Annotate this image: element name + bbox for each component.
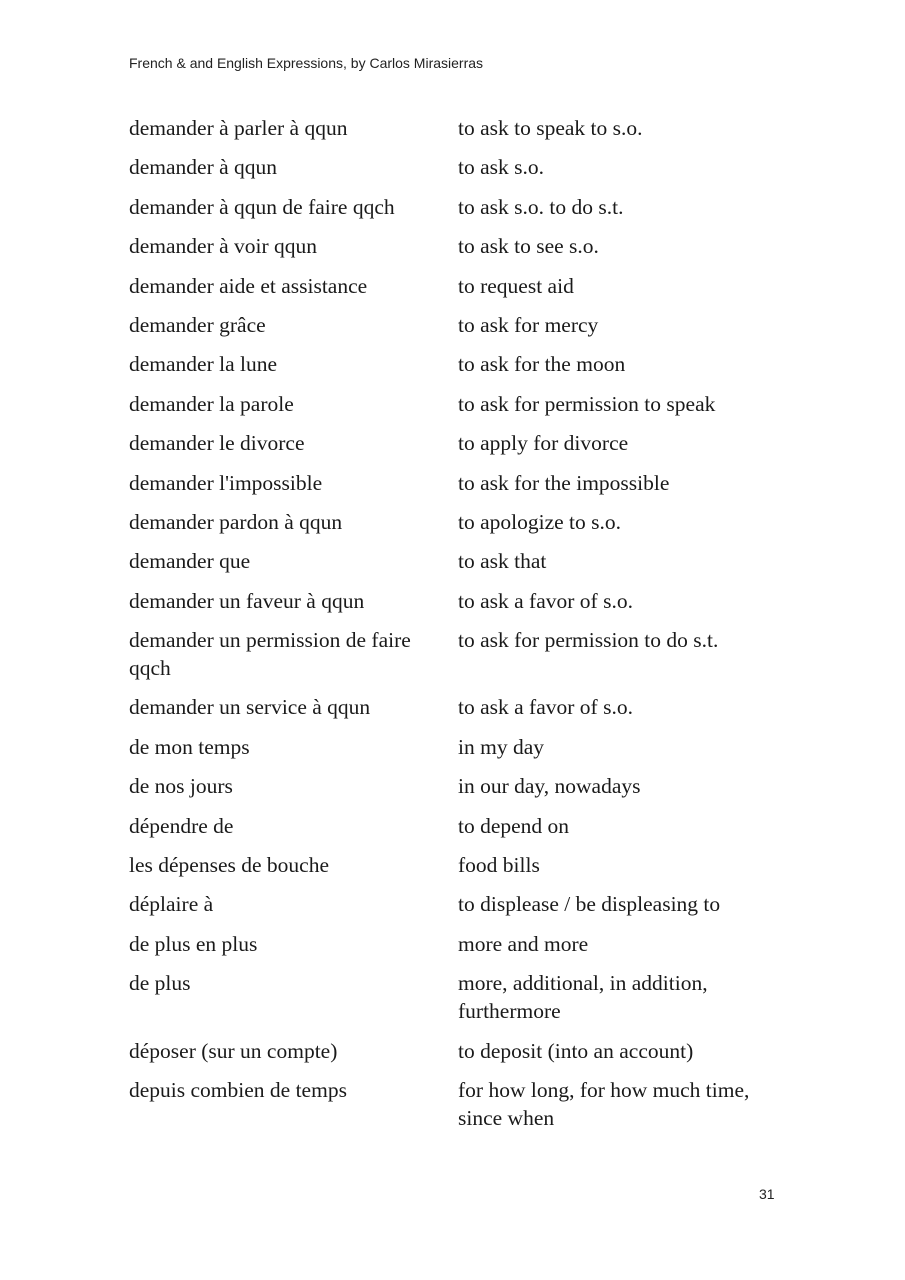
list-item bbox=[129, 390, 789, 418]
english-translation: to apologize to s.o. bbox=[458, 509, 622, 534]
list-item bbox=[129, 969, 789, 1025]
page-number: 31 bbox=[759, 1186, 775, 1202]
french-expression: demander la parole bbox=[129, 391, 294, 416]
english-translation: more and more bbox=[458, 931, 589, 956]
english-translation: to deposit (into an account) bbox=[458, 1038, 694, 1063]
english-translation: in my day bbox=[458, 734, 544, 759]
english-translation: to ask to see s.o. bbox=[458, 234, 599, 259]
list-item bbox=[129, 693, 789, 721]
list-item bbox=[129, 772, 789, 800]
french-expression: demander que bbox=[129, 549, 251, 574]
french-expression: demander un service à qqun bbox=[129, 695, 371, 720]
running-header: French & and English Expressions, by Carlos Mirasierras bbox=[129, 55, 484, 71]
list-item bbox=[129, 311, 789, 339]
list-item bbox=[129, 153, 789, 181]
list-item bbox=[129, 429, 789, 457]
english-translation: to ask for the moon bbox=[458, 352, 626, 377]
french-expression: demander à qqun bbox=[129, 155, 278, 180]
list-item bbox=[129, 930, 789, 958]
english-translation: to apply for divorce bbox=[458, 431, 629, 456]
expression-list bbox=[129, 114, 789, 1143]
list-item bbox=[129, 272, 789, 300]
list-item bbox=[129, 890, 789, 918]
french-expression: depuis combien de temps bbox=[129, 1077, 347, 1102]
english-translation: to ask a favor of s.o. bbox=[458, 588, 633, 613]
english-translation: to ask for mercy bbox=[458, 312, 599, 337]
english-translation: in our day, nowadays bbox=[458, 774, 641, 799]
list-item bbox=[129, 193, 789, 221]
french-expression: demander un permission de faire qqch bbox=[129, 628, 411, 681]
english-translation: to ask to speak to s.o. bbox=[458, 116, 643, 140]
list-item bbox=[129, 1076, 789, 1132]
english-translation: to ask for permission to do s.t. bbox=[458, 628, 719, 653]
english-translation: to ask that bbox=[458, 549, 547, 574]
french-expression: demander un faveur à qqun bbox=[129, 588, 365, 613]
french-expression: demander la lune bbox=[129, 352, 278, 377]
list-item bbox=[129, 350, 789, 378]
english-translation: more, additional, in addition, furthermore bbox=[458, 971, 708, 1024]
french-expression: de plus en plus bbox=[129, 931, 258, 956]
list-item bbox=[129, 232, 789, 260]
french-expression: déposer (sur un compte) bbox=[129, 1038, 338, 1063]
french-expression: dépendre de bbox=[129, 813, 234, 838]
list-item bbox=[129, 851, 789, 879]
list-item bbox=[129, 469, 789, 497]
list-item bbox=[129, 547, 789, 575]
french-expression: demander à voir qqun bbox=[129, 234, 318, 259]
list-item bbox=[129, 1037, 789, 1065]
french-expression: demander à qqun de faire qqch bbox=[129, 194, 395, 219]
english-translation: to ask for the impossible bbox=[458, 470, 670, 495]
english-translation: to ask s.o. bbox=[458, 155, 544, 180]
list-item bbox=[129, 812, 789, 840]
french-expression: de mon temps bbox=[129, 734, 250, 759]
english-translation: to ask for permission to speak bbox=[458, 391, 716, 416]
french-expression: de nos jours bbox=[129, 774, 233, 799]
english-translation: to depend on bbox=[458, 813, 570, 838]
list-item bbox=[129, 733, 789, 761]
english-translation: to ask s.o. to do s.t. bbox=[458, 194, 624, 219]
french-expression: déplaire à bbox=[129, 892, 214, 917]
list-item bbox=[129, 114, 789, 142]
french-expression: demander aide et assistance bbox=[129, 273, 368, 298]
list-item bbox=[129, 587, 789, 615]
french-expression: demander pardon à qqun bbox=[129, 509, 343, 534]
french-expression: demander l'impossible bbox=[129, 470, 323, 495]
english-translation: to displease / be displeasing to bbox=[458, 892, 721, 917]
list-item bbox=[129, 508, 789, 536]
english-translation: to ask a favor of s.o. bbox=[458, 695, 633, 720]
french-expression: demander le divorce bbox=[129, 431, 305, 456]
english-translation: food bills bbox=[458, 853, 540, 878]
french-expression: de plus bbox=[129, 971, 191, 996]
french-expression: demander à parler à qqun bbox=[129, 116, 348, 140]
english-translation: to request aid bbox=[458, 273, 574, 298]
english-translation: for how long, for how much time, since when bbox=[458, 1077, 750, 1130]
list-item bbox=[129, 626, 789, 682]
french-expression: les dépenses de bouche bbox=[129, 853, 329, 878]
french-expression: demander grâce bbox=[129, 312, 266, 337]
